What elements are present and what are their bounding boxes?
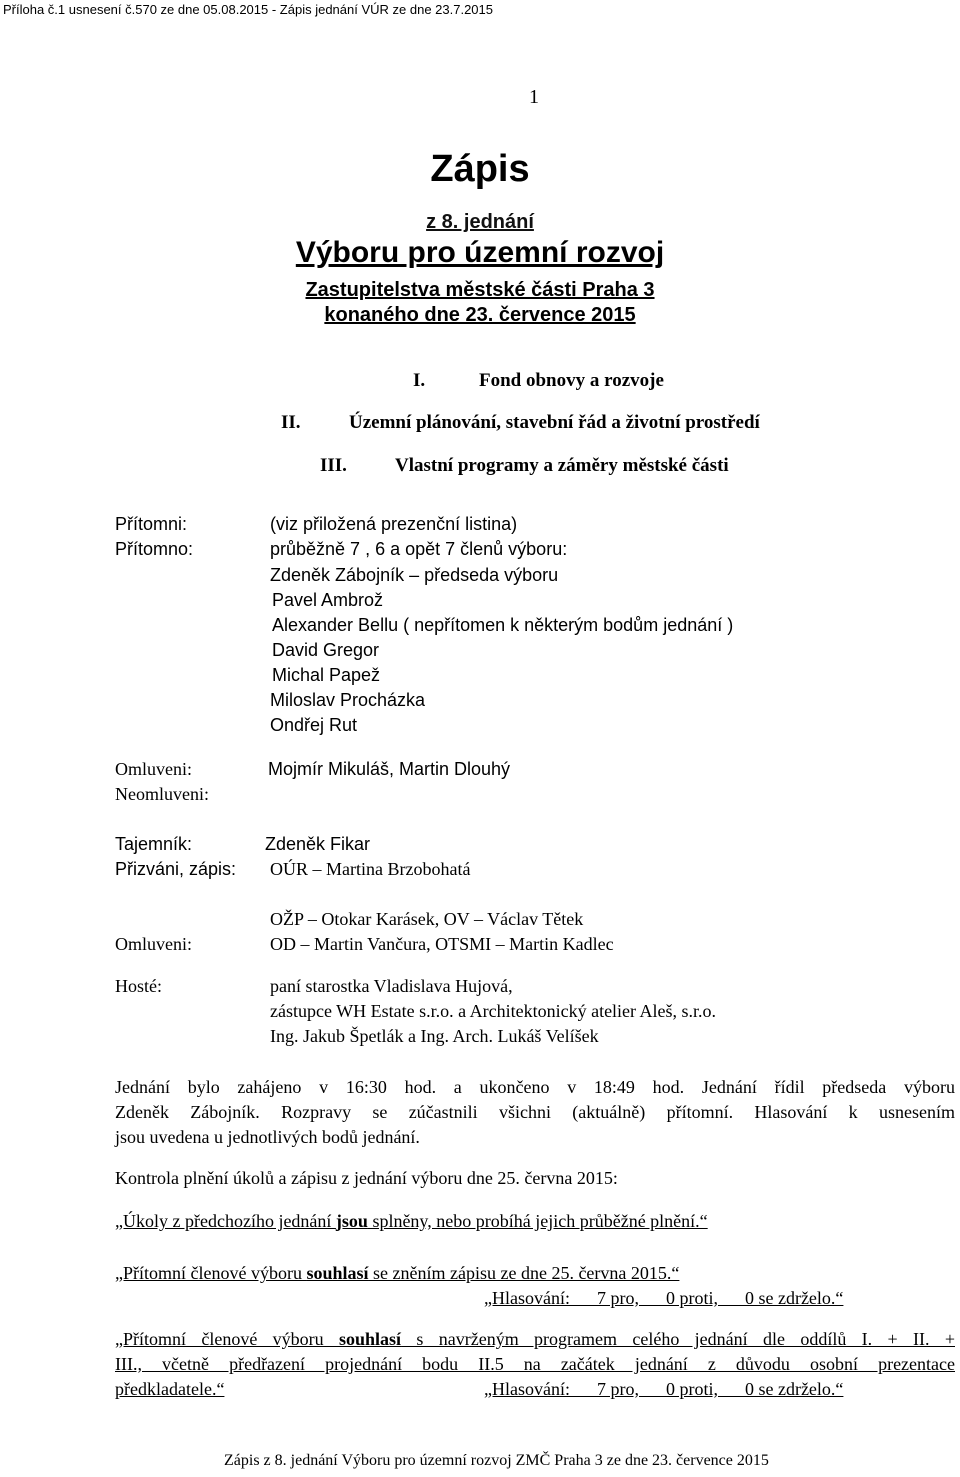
title-line2: Výboru pro územní rozvoj — [295, 236, 665, 269]
agenda-num-2: II. — [281, 412, 301, 433]
title-line1: z 8. jednání — [426, 211, 534, 233]
title-line3: Zastupitelstva městské části Praha 3 — [305, 279, 655, 301]
invited-value: OÚR – Martina Brzobohatá — [270, 859, 471, 879]
para1-line2: Zdeněk Zábojník. Rozpravy se zúčastnili všichni (aktuálně) přítomní. Hlasování k usnesením — [115, 1102, 955, 1122]
program-line3: předkladatele.“ — [115, 1379, 225, 1399]
approve-pre: „Přítomní členové výboru — [115, 1263, 307, 1283]
program-post: s navrženým programem celého jednání dle oddílů I. + II. + — [401, 1329, 955, 1349]
control-line: Kontrola plnění úkolů a zápisu z jednání výboru dne 25. června 2015: — [115, 1168, 618, 1188]
agenda-item-3: Vlastní programy a záměry městské části — [395, 455, 729, 476]
approve-bold: souhlasí — [306, 1263, 369, 1283]
excused2-label: Omluveni: — [115, 934, 192, 954]
guests-label: Hosté: — [115, 976, 162, 996]
tasks-bold: jsou — [335, 1211, 368, 1231]
guest-3: Ing. Jakub Špetlák a Ing. Arch. Lukáš Velíšek — [270, 1026, 599, 1046]
para1-line3: jsou uvedena u jednotlivých bodů jednání. — [115, 1127, 420, 1147]
attachment-note: Příloha č.1 usnesení č.570 ze dne 05.08.2015 - Zápis jednání VÚR ze dne 23.7.2015 — [3, 2, 494, 17]
title-line4: konaného dne 23. července 2015 — [324, 304, 636, 326]
program-line2: III., včetně předřazení projednání bodu II.5 na začátek jednání z důvodu osobní prezentace — [115, 1354, 955, 1374]
member-5: Michal Papež — [272, 665, 381, 685]
program-bold: souhlasí — [339, 1329, 402, 1349]
present-label: Přítomni: — [115, 514, 188, 534]
member-6: Miloslav Procházka — [270, 690, 426, 710]
guest-2: zástupce WH Estate s.r.o. a Architektonický atelier Aleš, s.r.o. — [270, 1001, 717, 1021]
approve-post: se zněním zápisu ze dne 25. června 2015.“ — [368, 1263, 680, 1283]
agenda-num-3: III. — [320, 455, 347, 476]
member-1: Zdeněk Zábojník – předseda výboru — [270, 565, 559, 585]
excused-value: Mojmír Mikuláš, Martin Dlouhý — [268, 759, 511, 779]
unexcused-label: Neomluveni: — [115, 784, 209, 804]
secretary-value: Zdeněk Fikar — [265, 834, 371, 854]
present2-value: průběžně 7 , 6 a opět 7 členů výboru: — [270, 539, 568, 559]
vote-1: „Hlasování: 7 pro, 0 proti, 0 se zdrželo.“ — [484, 1288, 844, 1308]
present-value: (viz přiložená prezenční listina) — [270, 514, 518, 534]
member-4: David Gregor — [272, 640, 380, 660]
invited-line3: OD – Martin Vančura, OTSMI – Martin Kadlec — [270, 934, 614, 954]
agenda-num-1: I. — [413, 370, 426, 391]
member-3: Alexander Bellu ( nepřítomen k některým bodům jednání ) — [272, 615, 734, 635]
title-main: Zápis — [430, 148, 530, 190]
invited-label: Přizváni, zápis: — [115, 859, 237, 879]
page-number: 1 — [529, 86, 539, 108]
tasks-post: splněny, nebo probíhá jejich průběžné plnění.“ — [367, 1211, 708, 1231]
guest-1: paní starostka Vladislava Hujová, — [270, 976, 513, 996]
footer-text: Zápis z 8. jednání Výboru pro územní rozvoj ZMČ Praha 3 ze dne 23. července 2015 — [224, 1452, 769, 1469]
program-line1 — [115, 1329, 955, 1350]
member-2: Pavel Ambrož — [272, 590, 384, 610]
agenda-item-1: Fond obnovy a rozvoje — [479, 370, 664, 391]
invited-line2: OŽP – Otokar Karásek, OV – Václav Tětek — [270, 909, 584, 929]
tasks-line — [115, 1211, 708, 1232]
excused-label: Omluveni: — [115, 759, 192, 779]
approve-line — [115, 1263, 679, 1284]
secretary-label: Tajemník: — [115, 834, 193, 854]
para1-line1: Jednání bylo zahájeno v 16:30 hod. a ukončeno v 18:49 hod. Jednání řídil předseda výboru — [115, 1077, 955, 1097]
present2-label: Přítomno: — [115, 539, 194, 559]
tasks-pre: „Úkoly z předchozího jednání — [115, 1211, 336, 1231]
program-pre: „Přítomní členové výboru — [115, 1329, 339, 1349]
member-7: Ondřej Rut — [270, 715, 358, 735]
vote-2: „Hlasování: 7 pro, 0 proti, 0 se zdrželo.“ — [484, 1379, 844, 1399]
agenda-item-2: Územní plánování, stavební řád a životní prostředí — [349, 412, 760, 433]
